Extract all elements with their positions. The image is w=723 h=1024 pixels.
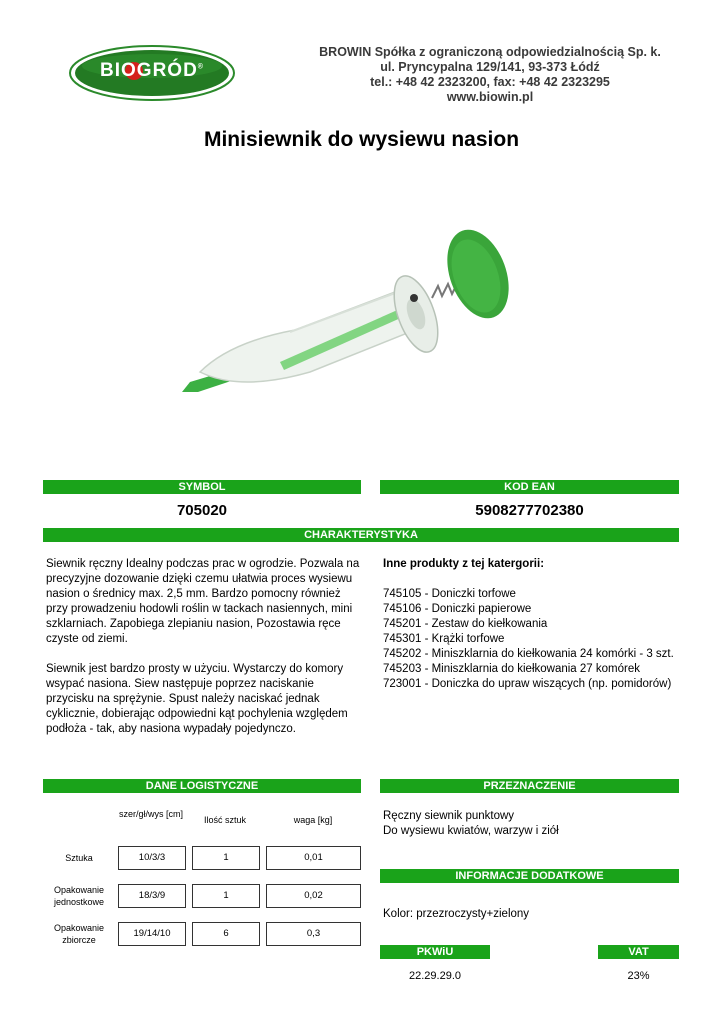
logistics-cell-weight: 0,3 [266,922,361,946]
logistics-cell-dims: 18/3/9 [118,884,186,908]
logistics-cell-dims: 10/3/3 [118,846,186,870]
characteristics-header: CHARAKTERYSTYKA [43,528,679,542]
pkwiu-value: 22.29.29.0 [409,970,461,982]
vat-header: VAT [598,945,679,959]
company-address: ul. Pryncypalna 129/141, 93-373 Łódź [380,60,600,74]
other-products-heading: Inne produkty z tej katergorii: [383,558,545,570]
company-info [300,45,680,105]
purpose-header: PRZEZNACZENIE [380,779,679,793]
ean-value: 5908277702380 [475,502,584,519]
company-website: www.biowin.pl [446,90,534,104]
page-title: Minisiewnik do wysiewu nasion [203,128,520,151]
description-paragraph-2: Siewnik jest bardzo prosty w użyciu. Wystarczy do komory wsypać nasiona. Siew następuje poprzez naciskanie przycisku na sprężynie. Spust należy naciskać jednak cyklicznie, dobierając odpowiedni kąt pochylenia względem podłoża - tak, aby nasiona wypadały pojedynczo. [46,663,348,735]
company-name: BROWIN Spółka z ograniczoną odpowiedzialnością Sp. k. [319,45,661,59]
description-paragraph-1: Siewnik ręczny Idealny podczas prac w ogrodzie. Pozwala na precyzyjne dozowanie dzięki czemu ułatwia proces wysiewu nasion o średnicy max. 2,5 mm. Bardzo pomocny również przy prowadzeniu hodowli roślin w tackach nasiennych, mini szklarniach. Zapobiega zlepianiu nasion, Pozostawia ręce czyste od ziemi. [46,558,360,645]
logistics-row-label: Sztuka [65,853,93,863]
symbol-header: SYMBOL [43,480,361,494]
product-image [170,222,530,412]
logistics-col-weight: waga [kg] [293,815,333,825]
other-products [383,557,683,692]
logistics-header: DANE LOGISTYCZNE [43,779,361,793]
product-description [46,557,364,737]
logistics-row-label: Opakowanie zbiorcze [53,923,105,945]
logistics-col-qty: Ilość sztuk [203,815,246,825]
other-product-item: 745201 - Zestaw do kiełkowania [383,618,548,630]
purpose-line: Do wysiewu kwiatów, warzyw i ziół [383,825,559,837]
purpose-line: Ręczny siewnik punktowy [383,810,515,822]
other-product-item: 745202 - Miniszklarnia do kiełkowania 24 komórki - 3 szt. [383,648,674,660]
logistics-col-dims: szer/gł/wys [cm] [118,809,183,819]
logistics-cell-qty: 1 [192,846,260,870]
logistics-cell-weight: 0,02 [266,884,361,908]
other-product-item: 745301 - Krążki torfowe [383,633,505,645]
purpose-text [383,809,683,839]
other-product-item: 745105 - Doniczki torfowe [383,588,516,600]
company-phone: tel.: +48 42 2323200, fax: +48 42 2323295 [370,75,610,89]
symbol-value: 705020 [176,502,228,519]
brand-logo [68,44,236,102]
additional-info-header: INFORMACJE DODATKOWE [380,869,679,883]
logistics-cell-dims: 19/14/10 [118,922,186,946]
logo-text: BIOGRÓD® [100,60,204,81]
additional-info-text: Kolor: przezroczysty+zielony [383,908,530,920]
other-product-item: 723001 - Doniczka do upraw wiszących (np. pomidorów) [383,678,672,690]
logistics-cell-weight: 0,01 [266,846,361,870]
vat-value: 23% [627,970,650,982]
ean-header: KOD EAN [380,480,679,494]
pkwiu-header: PKWiU [380,945,490,959]
logistics-cell-qty: 1 [192,884,260,908]
logistics-cell-qty: 6 [192,922,260,946]
other-product-item: 745106 - Doniczki papierowe [383,603,532,615]
other-product-item: 745203 - Miniszklarnia do kiełkowania 27 komórek [383,663,640,675]
logistics-row-label: Opakowanie jednostkowe [53,885,105,907]
